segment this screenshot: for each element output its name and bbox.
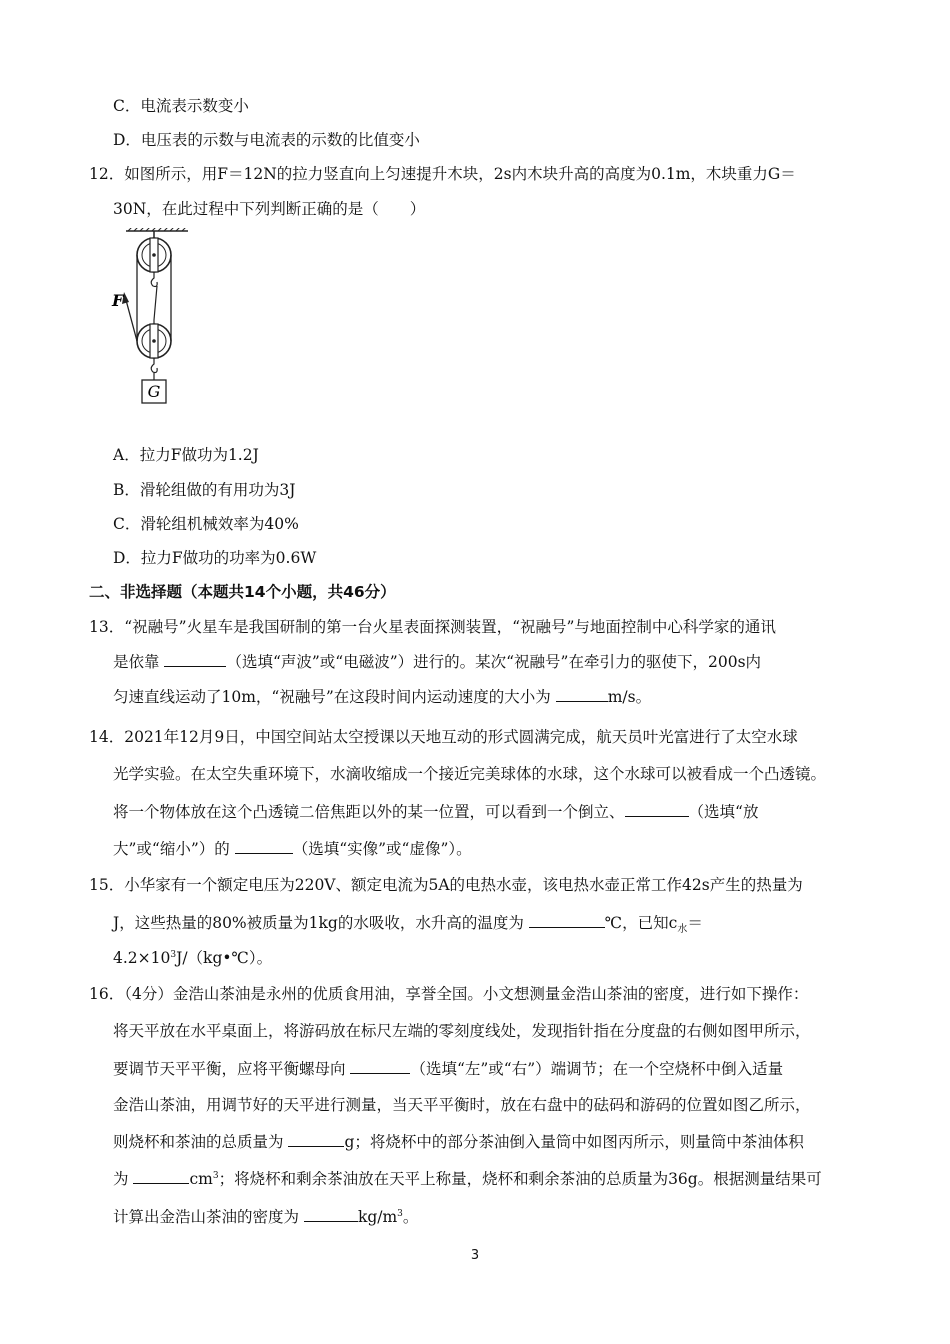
q14-blank-1[interactable]	[625, 801, 689, 817]
q16-blank-4[interactable]	[304, 1206, 358, 1222]
q14-blank-2[interactable]	[235, 838, 293, 854]
q12-option-b: B．滑轮组做的有用功为3J	[113, 481, 296, 499]
q15-line3: $4.2\times 10^3J/(kg•℃)$。	[113, 949, 273, 967]
q12-option-d: D．拉力F做功的功率为0.6W	[113, 549, 317, 567]
q16-blank-1[interactable]	[350, 1058, 410, 1074]
q13-blank-2[interactable]	[556, 686, 608, 702]
q13-line1: 13．“祝融号”火星车是我国研制的第一台火星表面探测装置，“祝融号”与地面控制中心科学家的通讯	[89, 618, 776, 636]
q16-blank-3[interactable]	[133, 1168, 189, 1184]
block-label-g: G	[147, 382, 161, 401]
q16-line2: 将天平放在水平桌面上，将游码放在标尺左端的零刻度线处，发现指针指在分度盘的右侧如图甲所示，	[113, 1022, 811, 1040]
q12-option-c: C．滑轮组机械效率为40%	[113, 515, 299, 533]
q13-line2: 是依靠 （选填“声波”或“电磁波”）进行的。某次“祝融号”在牵引力的驱使下，200s内	[113, 653, 762, 671]
q13-line3: 匀速直线运动了10m，“祝融号”在这段时间内运动速度的大小为 m/s。	[113, 688, 652, 706]
q15-line2: J，这些热量的80%被质量为1kg的水吸收，水升高的温度为 ℃，已知$c_水=$	[113, 914, 703, 936]
q12-stem-line2: 30N，在此过程中下列判断正确的是（ ）	[113, 200, 426, 218]
q11-option-c: C．电流表示数变小	[113, 97, 249, 115]
q15-blank-1[interactable]	[529, 912, 605, 928]
q14-line4: 大”或“缩小”）的 （选填“实像”或“虚像”）。	[113, 840, 472, 858]
q13-blank-1[interactable]	[164, 651, 226, 667]
q16-blank-2[interactable]	[288, 1131, 344, 1147]
q16-line4: 金浩山茶油，用调节好的天平进行测量，当天平平衡时，放在右盘中的砝码和游码的位置如图乙所示，	[113, 1096, 811, 1114]
q16-line6: 为 $cm^3$；将烧杯和剩余茶油放在天平上称量，烧杯和剩余茶油的总质量为36g。根据测量结果可	[113, 1170, 822, 1188]
q16-line1: 16．（4分）金浩山茶油是永州的优质食用油，享誉全国。小文想测量金浩山茶油的密度，进行如下操作：	[89, 985, 809, 1003]
q14-line3: 将一个物体放在这个凸透镜二倍焦距以外的某一位置，可以看到一个倒立、 （选填“放	[113, 803, 759, 821]
q11-option-d: D．电压表的示数与电流表的示数的比值变小	[113, 131, 420, 149]
q12-stem-line1: 12．如图所示，用F＝12N的拉力竖直向上匀速提升木块，2s内木块升高的高度为0.1m，木块重力G＝	[89, 165, 796, 183]
page-number: 3	[470, 1248, 480, 1263]
section-2-heading: 二、非选择题（本题共14个小题，共46分）	[89, 583, 396, 601]
force-label-f: F	[112, 291, 124, 310]
q16-line5: 则烧杯和茶油的总质量为 g；将烧杯中的部分茶油倒入量筒中如图丙所示，则量筒中茶油体积	[113, 1133, 804, 1151]
q16-line7: 计算出金浩山茶油的密度为 $kg/m^3$。	[113, 1208, 419, 1226]
q12-option-a: A．拉力F做功为1.2J	[113, 446, 259, 464]
q15-line1: 15．小华家有一个额定电压为220V、额定电流为5A的电热水壶，该电热水壶正常工作42s产生的热量为	[89, 876, 803, 894]
pulley-diagram	[108, 228, 198, 408]
q16-line3: 要调节天平平衡，应将平衡螺母向 （选填“左”或“右”）端调节；在一个空烧杯中倒入适量	[113, 1060, 784, 1078]
q14-line1: 14．2021年12月9日，中国空间站太空授课以天地互动的形式圆满完成，航天员叶光富进行了太空水球	[89, 728, 798, 746]
q14-line2: 光学实验。在太空失重环境下，水滴收缩成一个接近完美球体的水球，这个水球可以被看成一个凸透镜。	[113, 765, 827, 783]
